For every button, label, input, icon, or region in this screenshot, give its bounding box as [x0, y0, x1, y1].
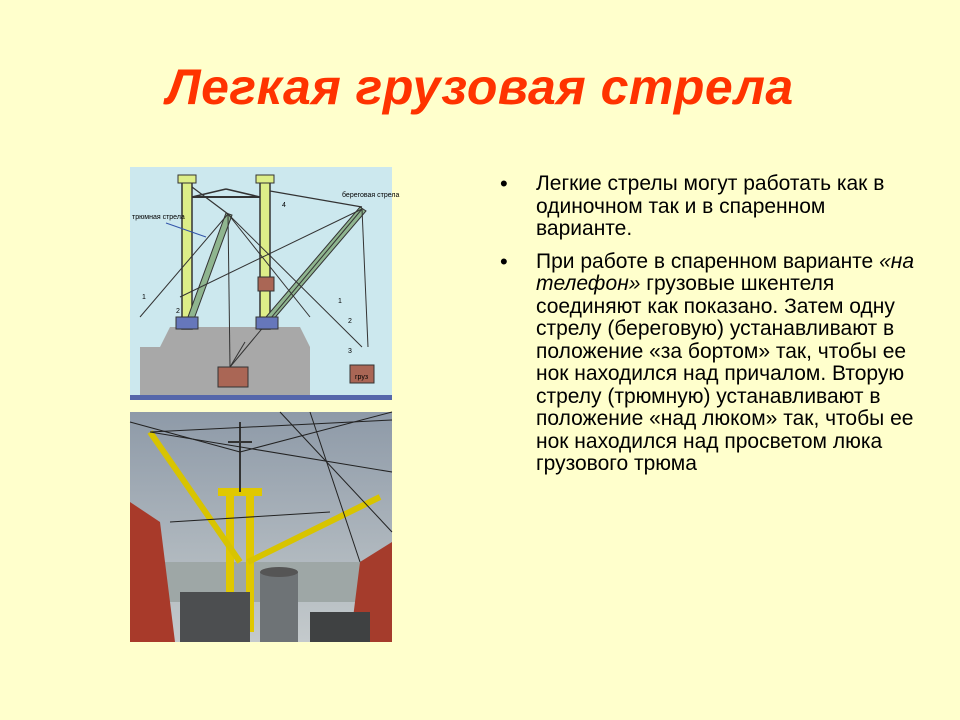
bullet-item	[496, 173, 916, 241]
quay-line	[130, 395, 392, 400]
mast-right-top	[256, 175, 274, 183]
mast-left-top	[178, 175, 196, 183]
cargo-label: груз	[355, 374, 369, 381]
diagram-num-2a: 2	[176, 308, 180, 315]
bullet-text-after: грузовые шкентеля соединяют как показано. Затем одну стрелу (береговую) устанавливают в положение «за бортом» так, чтобы ее нок находился над причалом. Вторую стрелу (трюмную) устанавливают в положение «над люком» так, чтобы ее нок находился над просветом люка грузового трюма	[536, 272, 914, 475]
photo-deck	[180, 592, 250, 642]
hatch-coaming	[160, 327, 310, 347]
derrick-diagram	[130, 167, 400, 400]
hold-boom-label: трюмная стрела	[132, 214, 185, 221]
diagram-num-2b: 2	[348, 318, 352, 325]
shore-boom-label: береговая стрела	[342, 192, 400, 199]
mast-left	[182, 179, 192, 329]
ship-derrick-photo	[130, 412, 392, 642]
bullet-text-before: При работе в спаренном варианте	[536, 249, 880, 273]
cargo-hold	[218, 367, 248, 387]
diagram-num-1b: 1	[338, 298, 342, 305]
slide-title: Легкая грузовая стрела	[166, 59, 794, 115]
diagram-num-4: 4	[282, 202, 286, 209]
bullet-dot: •	[500, 248, 508, 274]
bullet-dot: •	[500, 171, 508, 196]
bullet-list	[496, 173, 916, 486]
diagram-num-3: 3	[348, 348, 352, 355]
bullet-text-emphasis: «на телефон»	[536, 249, 914, 295]
winch-right	[256, 317, 278, 329]
bullet-text: Легкие стрелы могут работать как в одиночном так и в спаренном варианте.	[536, 172, 885, 240]
mast-block	[258, 277, 274, 291]
photo-funnel	[260, 572, 298, 642]
diagram-num-1a: 1	[142, 294, 146, 301]
bullet-item	[496, 248, 916, 476]
winch-left	[176, 317, 198, 329]
